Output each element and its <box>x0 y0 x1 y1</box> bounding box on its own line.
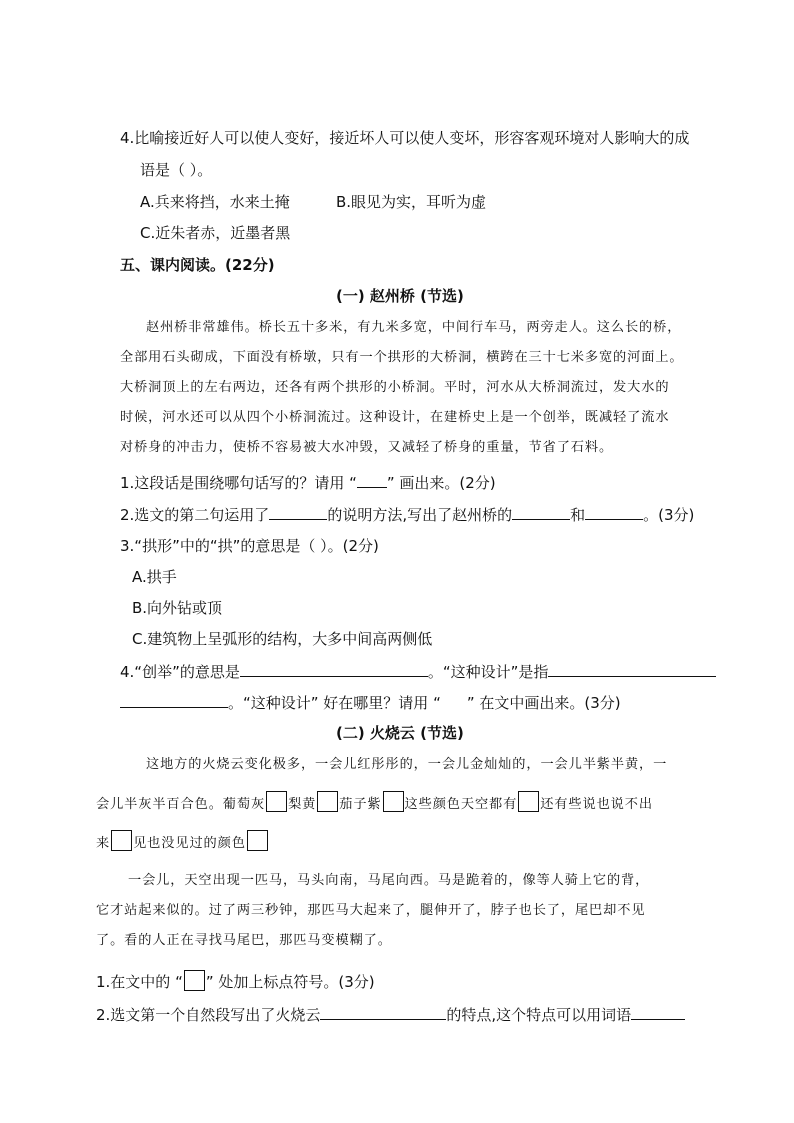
punctuation-box[interactable] <box>518 791 539 812</box>
question-4-line2: 语是（ ）。 <box>140 161 213 179</box>
passage-1-line: 赵州桥非常雄伟。桥长五十多米，有九米多宽，中间行车马，两旁走人。这么长的桥， <box>146 320 682 335</box>
answer-blank[interactable] <box>585 504 643 520</box>
p1-question-3: 3.“拱形”中的“拱”的意思是（ ）。(2分) <box>120 537 379 555</box>
section-5-title: 五、课内阅读。(22分) <box>120 256 275 274</box>
p2-question-1: 1.在文中的 “ ” 处加上标点符号。(3分) <box>96 970 375 992</box>
passage-2-title: (二) 火烧云 (节选) <box>336 724 464 742</box>
p1-question-2: 2.选文的第二句运用了 的说明方法,写出了赵州桥的 和 。(3分) <box>120 506 695 524</box>
punctuation-box[interactable] <box>266 791 287 812</box>
answer-blank[interactable] <box>120 692 228 708</box>
passage-1-line: 全部用石头砌成，下面没有桥墩，只有一个拱形的大桥洞，横跨在三十七米多宽的河面上。 <box>120 350 684 365</box>
answer-blank[interactable] <box>548 661 716 677</box>
p2-question-2: 2.选文第一个自然段写出了火烧云 的特点,这个特点可以用词语 <box>96 1004 685 1025</box>
answer-blank[interactable] <box>240 661 428 677</box>
punctuation-box <box>184 970 205 991</box>
punctuation-box[interactable] <box>383 791 404 812</box>
answer-blank[interactable] <box>512 504 570 520</box>
wavy-line-mark <box>441 693 467 708</box>
punctuation-box[interactable] <box>247 830 268 851</box>
question-4-option-a: A.兵来将挡，水来土掩 <box>140 193 290 211</box>
question-4-option-c: C.近朱者赤，近墨者黑 <box>140 224 291 242</box>
punctuation-box[interactable] <box>111 830 132 851</box>
p1-question-3-option-a: A.拱手 <box>132 568 177 586</box>
punctuation-box[interactable] <box>317 791 338 812</box>
answer-blank[interactable] <box>269 504 327 520</box>
passage-2-line: 了。看的人正在寻找马尾巴，那匹马变模糊了。 <box>96 933 392 948</box>
passage-2-line: 来 见也没见过的颜色 <box>96 830 269 854</box>
answer-blank[interactable] <box>320 1004 446 1020</box>
passage-2-line: 它才站起来似的。过了两三秒钟，那匹马大起来了，腿伸开了，脖子也长了，尾巴却不见 <box>96 903 646 918</box>
p1-question-3-option-b: B.向外钻或顶 <box>132 599 223 617</box>
passage-1-line: 时候，河水还可以从四个小桥洞流过。这种设计，在建桥史上是一个创举，既减轻了流水 <box>120 410 670 425</box>
answer-blank[interactable] <box>631 1004 685 1020</box>
p1-question-4-line1: 4.“创举”的意思是 。“这种设计”是指 <box>120 661 716 682</box>
passage-2-line: 会儿半灰半百合色。葡萄灰 梨黄 茄子紫 这些颜色天空都有 还有些说也说不出 <box>96 791 653 815</box>
answer-blank[interactable] <box>357 472 387 488</box>
passage-2-line: 一会儿，天空出现一匹马，马头向南，马尾向西。马是跪着的，像等人骑上它的背， <box>128 873 650 888</box>
p1-question-3-option-c: C.建筑物上呈弧形的结构，大多中间高两侧低 <box>132 630 433 648</box>
passage-1-line: 对桥身的冲击力，使桥不容易被大水冲毁，又减轻了桥身的重量，节省了石料。 <box>120 440 614 455</box>
passage-1-title: (一) 赵州桥 (节选) <box>336 287 464 305</box>
question-4-option-b: B.眼见为实，耳听为虚 <box>336 193 487 211</box>
passage-2-line: 这地方的火烧云变化极多，一会儿红彤彤的，一会儿金灿灿的，一会儿半紫半黄，一 <box>146 757 668 772</box>
p1-question-4-line2: 。“这种设计” 好在哪里？请用 “ ” 在文中画出来。(3分) <box>120 692 621 713</box>
passage-1-line: 大桥洞顶上的左右两边，还各有两个拱形的小桥洞。平时，河水从大桥洞流过，发大水的 <box>120 380 670 395</box>
p1-question-1: 1.这段话是围绕哪句话写的？请用 “ ” 画出来。(2分) <box>120 474 496 492</box>
question-4-line1: 4.比喻接近好人可以使人变好，接近坏人可以使人变坏，形容客观环境对人影响大的成 <box>120 129 690 147</box>
